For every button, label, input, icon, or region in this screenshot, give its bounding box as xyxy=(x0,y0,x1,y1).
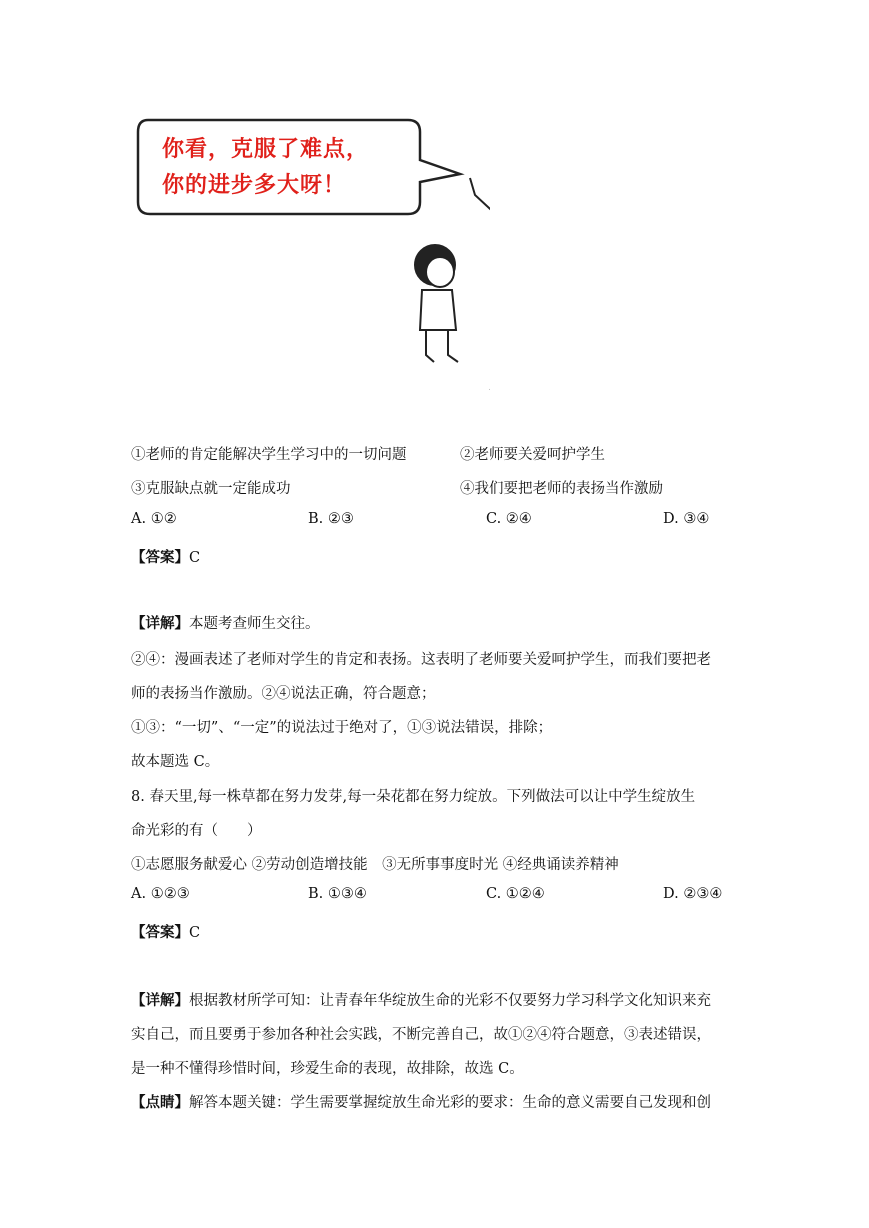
q8-detail-text-1: 根据教材所学可知：让青春年华绽放生命的光彩不仅要努力学习科学文化知识来充 xyxy=(189,993,711,1009)
q8-detail-text-3: 是一种不懂得珍惜时间，珍爱生命的表现，故排除，故选 C。 xyxy=(131,1061,524,1077)
answer-line xyxy=(131,546,200,567)
q8-option-c: C. ①②④ xyxy=(486,886,545,902)
detail-text-3: ①③：“一切”、“一定”的说法过于绝对了，①③说法错误，排除； xyxy=(131,720,553,736)
answer-label: 【答案】 xyxy=(131,549,189,566)
q8-answer-label: 【答案】 xyxy=(131,924,189,941)
student-figure xyxy=(415,245,458,362)
q8-detail-text-2: 实自己，而且要勇于参加各种社会实践，不断完善自己，故①②④符合题意，③表述错误， xyxy=(131,1027,711,1043)
answer-value: C xyxy=(189,550,201,566)
statement-1: ①老师的肯定能解决学生学习中的一切问题 xyxy=(131,447,407,463)
detail-text-2: 师的表扬当作激励。②④说法正确，符合题意； xyxy=(131,686,436,702)
speech-text xyxy=(162,132,369,204)
q8-statements: ①志愿服务献爱心 ②劳动创造增技能 ③无所事事度时光 ④经典诵读养精神 xyxy=(131,857,619,873)
speech-line-2: 你的进步多大呀！ xyxy=(162,173,347,198)
q8-stem-2: 命光彩的有（ ） xyxy=(131,823,262,839)
statement-3: ③克服缺点就一定能成功 xyxy=(131,481,291,497)
q8-option-d: D. ②③④ xyxy=(663,886,723,902)
detail-text-1: ②④：漫画表述了老师对学生的肯定和表扬。这表明了老师要关爱呵护学生，而我们要把老 xyxy=(131,652,711,668)
q8-answer-line xyxy=(131,921,200,942)
q8-stem-1: 8. 春天里,每一株草都在努力发芽,每一朵花都在努力绽放。下列做法可以让中学生绽放生 xyxy=(131,789,696,805)
statement-2: ②老师要关爱呵护学生 xyxy=(460,447,605,463)
q8-tip-line xyxy=(131,1091,711,1112)
q8-option-b: B. ①③④ xyxy=(308,886,367,902)
option-a: A. ①② xyxy=(131,511,177,527)
speech-line-1: 你看，克服了难点， xyxy=(162,137,370,162)
q8-detail-line-1 xyxy=(131,989,711,1010)
q8-answer-value: C xyxy=(189,925,201,941)
detail-intro: 本题考查师生交往。 xyxy=(189,616,320,632)
q8-detail-label: 【详解】 xyxy=(131,992,189,1009)
option-b: B. ②③ xyxy=(308,511,354,527)
option-c: C. ②④ xyxy=(486,511,532,527)
q8-tip-label: 【点睛】 xyxy=(131,1094,189,1111)
detail-line xyxy=(131,612,320,633)
teacher-figure xyxy=(470,132,490,392)
detail-label: 【详解】 xyxy=(131,615,189,632)
statement-4: ④我们要把老师的表扬当作激励 xyxy=(460,481,663,497)
q8-option-a: A. ①②③ xyxy=(131,886,190,902)
q8-tip-text: 解答本题关键：学生需要掌握绽放生命光彩的要求：生命的意义需要自己发现和创 xyxy=(189,1095,711,1111)
option-d: D. ③④ xyxy=(663,511,710,527)
detail-text-4: 故本题选 C。 xyxy=(131,754,220,770)
